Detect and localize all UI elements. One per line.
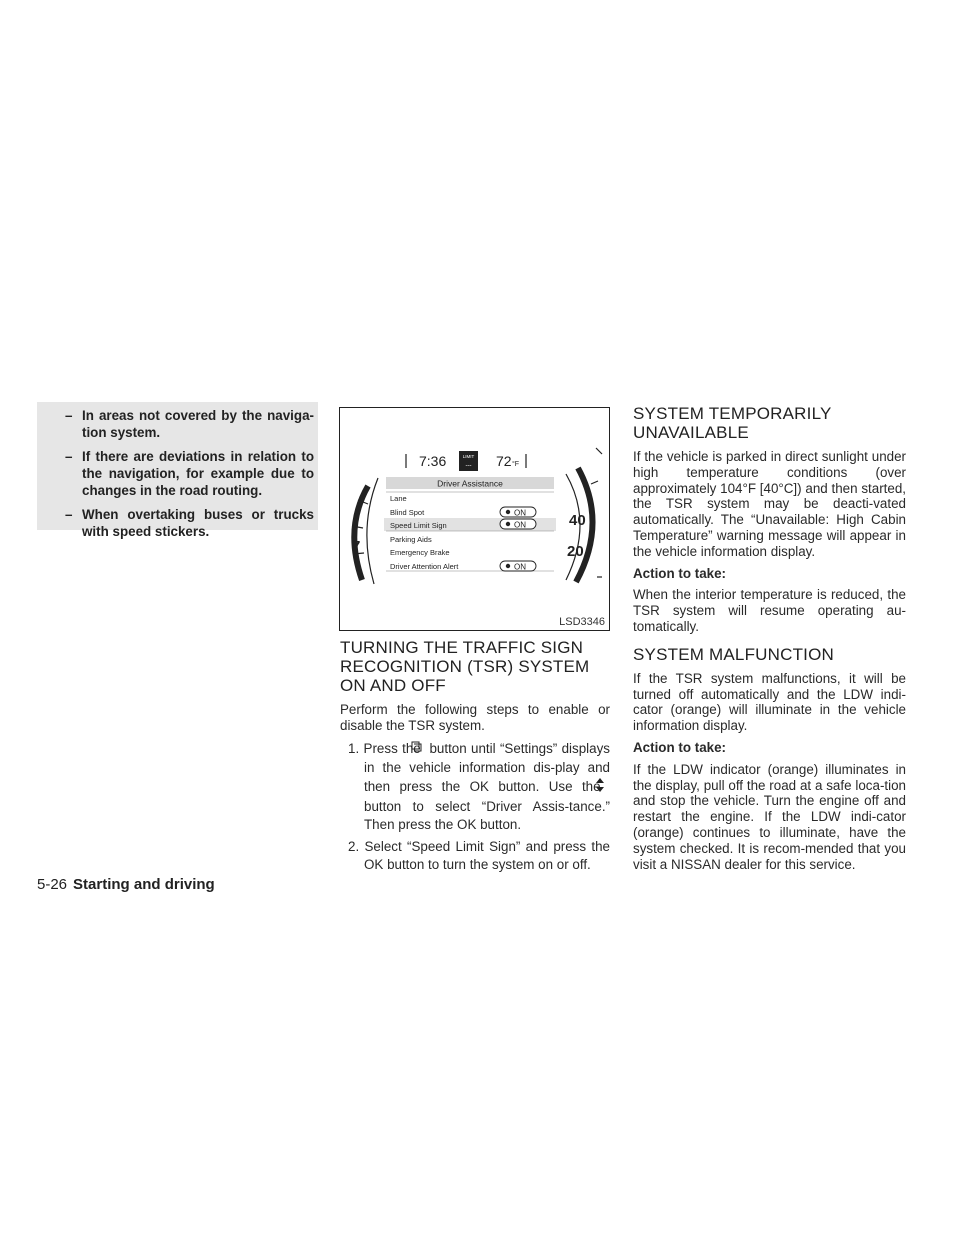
svg-text:---: ---: [465, 463, 472, 469]
cluster-illustration: [340, 408, 609, 630]
toggle-on: [500, 561, 536, 572]
page-footer: [37, 876, 215, 893]
section-heading: SYSTEM MALFUNCTION: [633, 644, 835, 664]
gauge-right-bottom-label: 20: [567, 543, 584, 560]
menu-list: [384, 492, 556, 572]
section-title: Starting and driving: [73, 876, 215, 893]
paragraph: If the LDW indicator (orange) illuminates in the display, pull off the road at a safe loca-tion and stop the vehicle. Turn the engine off and restart the engine. If the LDW indi-cator (orange) continues to illuminate, have the system checked. It is recom-mended that you visit a NISSAN dealer for this service.: [633, 761, 906, 872]
action-label: Action to take:: [633, 565, 726, 581]
section-tsr-on-off: [340, 638, 610, 878]
svg-text:LIMIT: LIMIT: [462, 454, 475, 459]
svg-text:°F: °F: [512, 461, 520, 468]
svg-text:ON: ON: [514, 508, 526, 518]
list-item: – In areas not covered by the naviga-tion system.: [65, 408, 314, 440]
temperature-readout: 72: [496, 453, 512, 469]
gauge-right-top-label: 40: [569, 512, 586, 529]
list-item: 2. Select “Speed Limit Sign” and press the OK button to turn the system on or off.: [348, 838, 610, 872]
intro-paragraph: Perform the following steps to enable or disable the TSR system.: [340, 702, 610, 733]
figure-label: LSD3346: [559, 616, 605, 628]
list-item: – If there are deviations in relation to the navigation, for example due to changes in the road routing.: [65, 449, 314, 498]
left-gauge-arc: [354, 486, 368, 580]
note-box: [37, 402, 318, 539]
action-label: Action to take:: [633, 739, 726, 755]
page-number: 5-26: [37, 876, 68, 893]
section-right-column: [633, 404, 906, 878]
section-heading: TURNING THE TRAFFIC SIGN RECOGNITION (TSR) SYSTEM ON AND OFF: [340, 638, 590, 695]
steps-list: [340, 740, 610, 874]
menu-item-lane: Lane: [390, 494, 407, 503]
gauge-left-label: 7: [352, 538, 361, 555]
menu-item-blind-spot: Blind Spot: [390, 508, 425, 517]
toggle-on: [500, 519, 536, 530]
cluster-figure: [339, 407, 610, 631]
clock-readout: 7:36: [419, 453, 447, 469]
toggle-on: [500, 507, 536, 518]
menu-item-emergency-brake: Emergency Brake: [390, 548, 450, 557]
paragraph: If the vehicle is parked in direct sunlight under high temperature conditions (over approximately 104°F [40°C]) and then started, the TSR system may be deacti-vated automatically. The “Unavailable: High Cabin Temperature” warning message will appear in the vehicle information display.: [633, 449, 906, 559]
paragraph: If the TSR system malfunctions, it will be turned off automatically and the LDW indi-cator (orange) will illuminate in the vehicle information display.: [633, 670, 906, 734]
menu-title: Driver Assistance: [437, 478, 503, 489]
paragraph: When the interior temperature is reduced, the TSR system will resume operating au-tomatically.: [633, 587, 906, 634]
menu-item-speed-limit-sign: Speed Limit Sign: [390, 521, 447, 530]
svg-text:ON: ON: [514, 562, 526, 572]
note-list: [37, 402, 318, 540]
menu-item-parking-aids: Parking Aids: [390, 535, 432, 544]
menu-item-driver-attention-alert: Driver Attention Alert: [390, 562, 459, 571]
section-heading: SYSTEM TEMPORARILY UNAVAILABLE: [633, 404, 832, 442]
svg-text:ON: ON: [514, 520, 526, 530]
list-item: 1. Press the button until “Settings” displays in the vehicle information dis-play and then press the OK button. Use the button to select “Driver Assis-tance.” Then press the OK button.: [348, 740, 610, 832]
list-item: – When overtaking buses or trucks with speed stickers.: [65, 507, 314, 539]
